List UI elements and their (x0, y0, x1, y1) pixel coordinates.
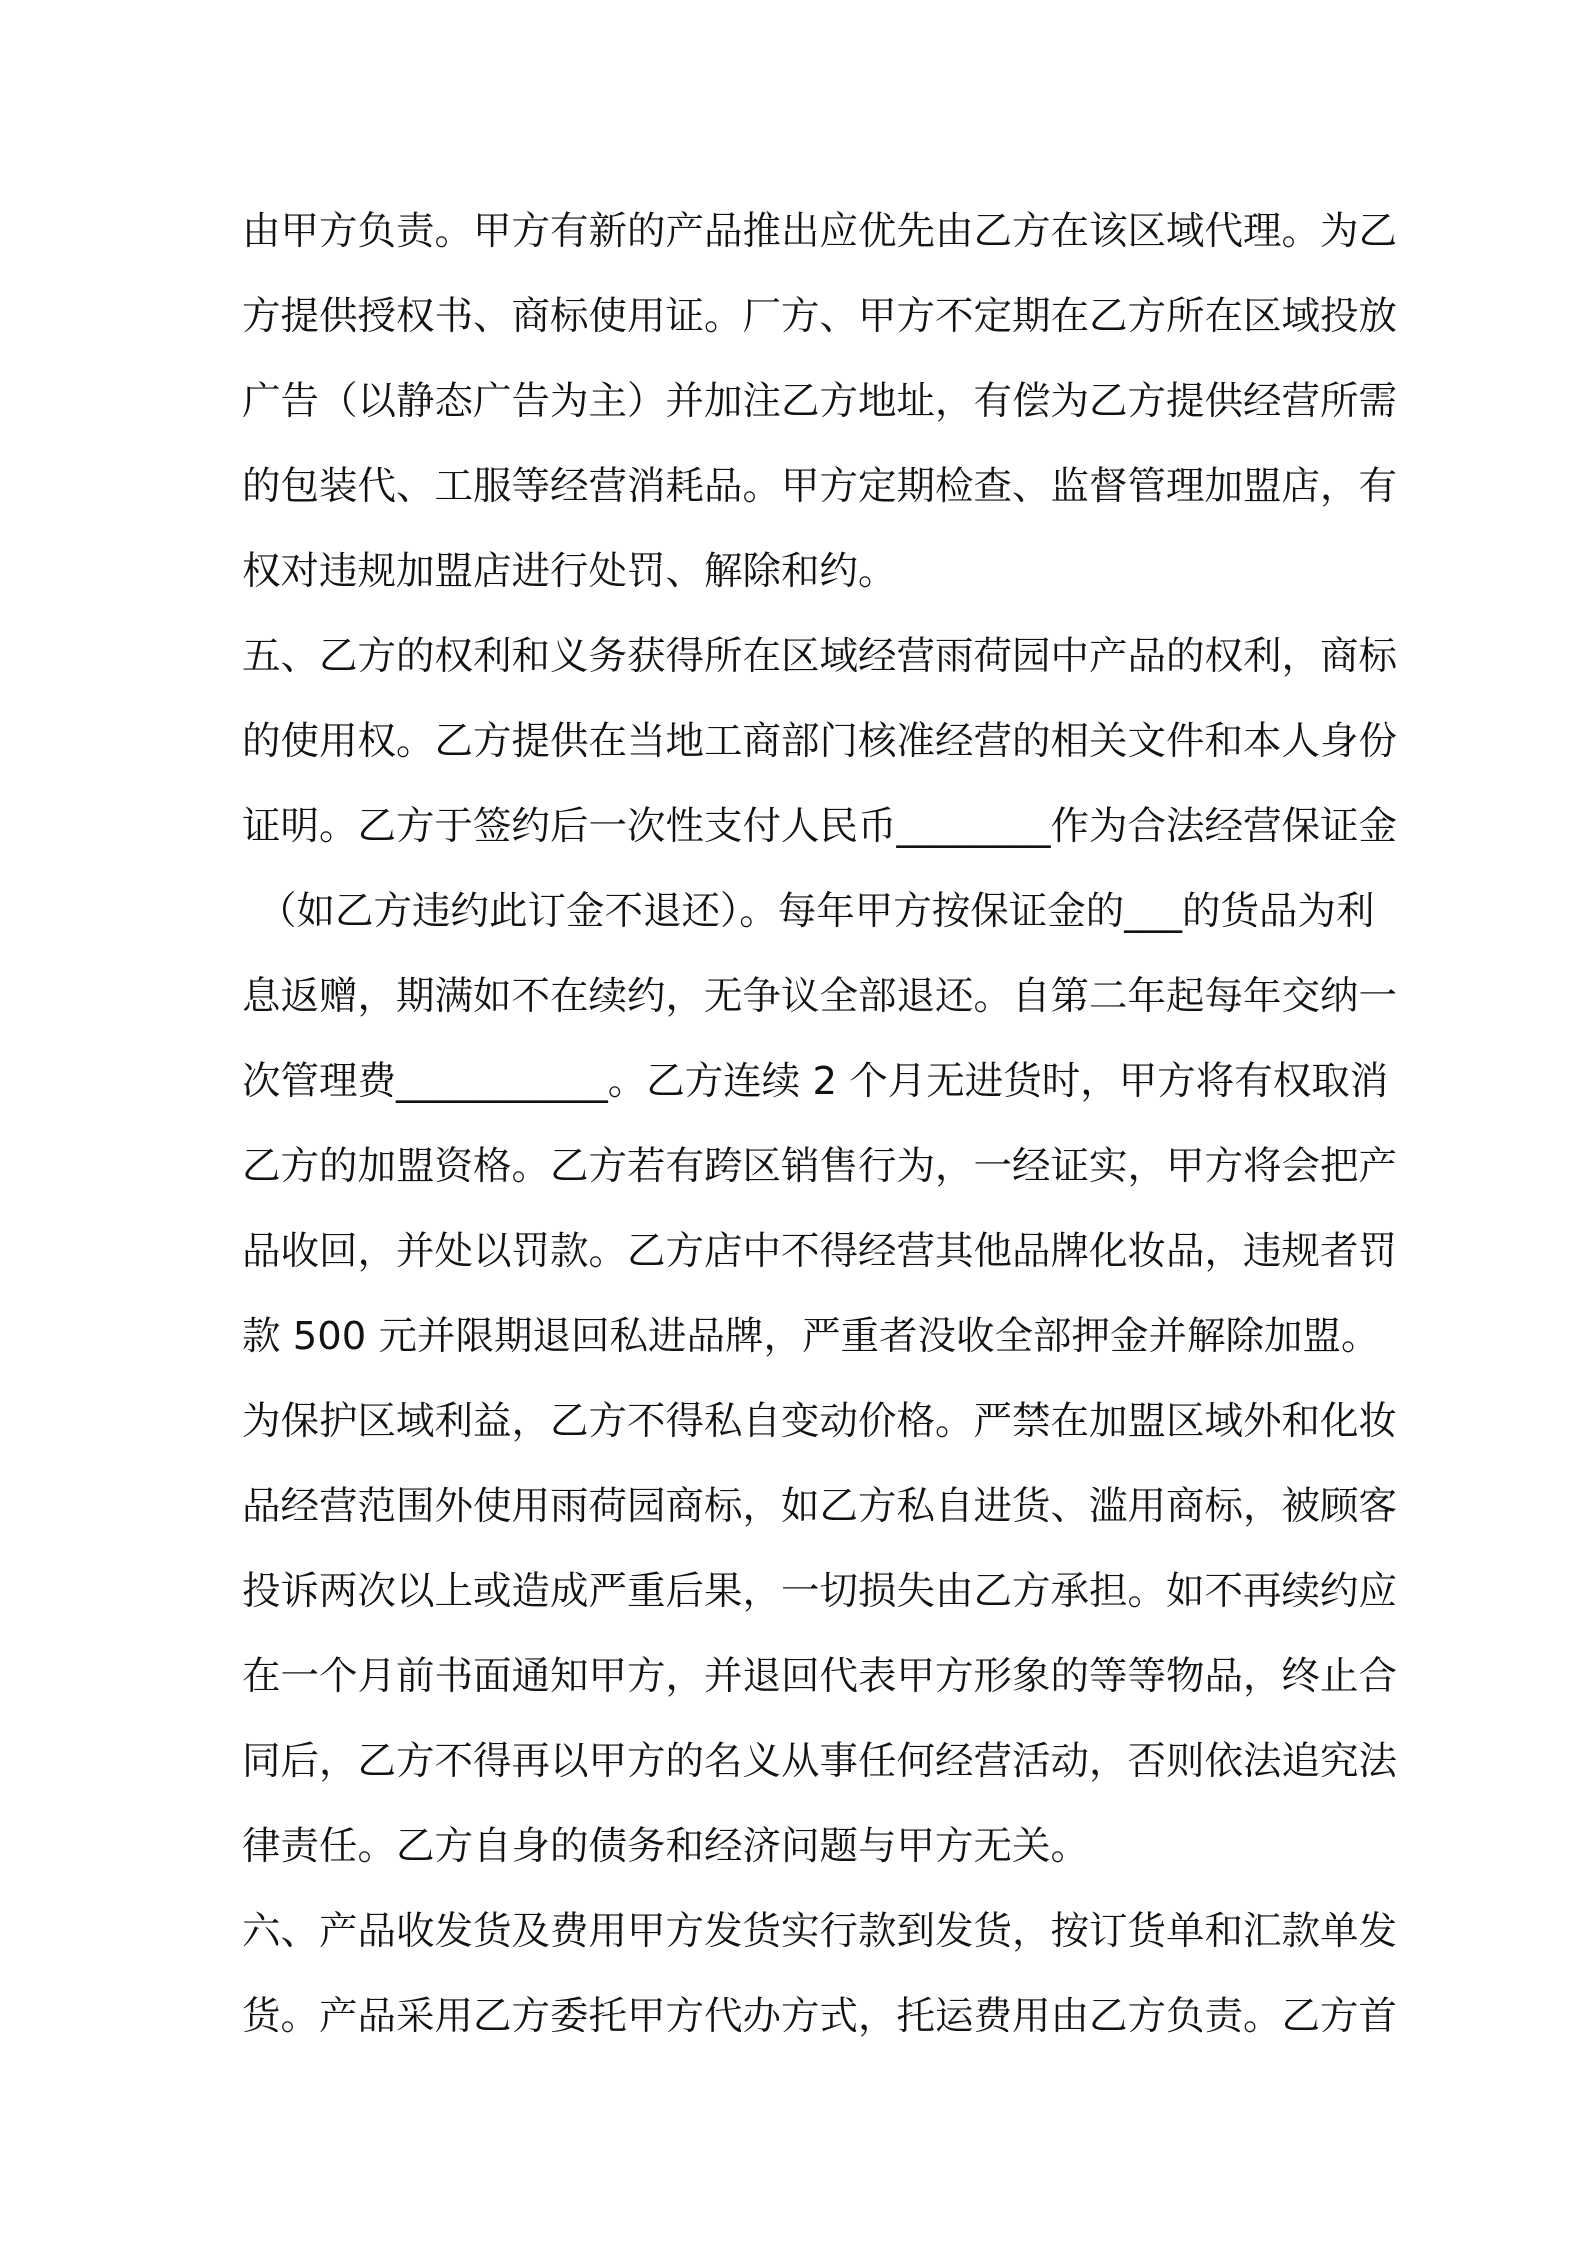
text-line: （如乙方违约此订金不退还）。每年甲方按保证金的___的货品为利 (258, 889, 1375, 934)
text-line: 款 500 元并限期退回私进品牌，严重者没收全部押金并解除加盟。 (242, 1314, 1380, 1359)
text-line: 律责任。乙方自身的债务和经济问题与甲方无关。 (242, 1824, 1090, 1869)
text-line: 的包装代、工服等经营消耗品。甲方定期检查、监督管理加盟店，有 (242, 464, 1398, 509)
text-line: 乙方的加盟资格。乙方若有跨区销售行为，一经证实，甲方将会把产 (242, 1144, 1398, 1189)
text-line: 的使用权。乙方提供在当地工商部门核准经营的相关文件和本人身份 (242, 719, 1398, 764)
section-heading-line: 六、产品收发货及费用甲方发货实行款到发货，按订货单和汇款单发 (242, 1909, 1398, 1954)
text-line: 权对违规加盟店进行处罚、解除和约。 (242, 549, 897, 594)
section-heading-line: 五、乙方的权利和义务获得所在区域经营雨荷园中产品的权利，商标 (242, 634, 1398, 679)
text-line: 为保护区域利益，乙方不得私自变动价格。严禁在加盟区域外和化妆 (242, 1399, 1398, 1444)
text-line: 在一个月前书面通知甲方，并退回代表甲方形象的等等物品，终止合 (242, 1654, 1398, 1699)
text-line: 息返赠，期满如不在续约，无争议全部退还。自第二年起每年交纳一 (242, 974, 1398, 1019)
text-line: 品经营范围外使用雨荷园商标，如乙方私自进货、滥用商标，被顾客 (242, 1484, 1398, 1529)
text-line: 方提供授权书、商标使用证。厂方、甲方不定期在乙方所在区域投放 (242, 294, 1398, 339)
text-line: 由甲方负责。甲方有新的产品推出应优先由乙方在该区域代理。为乙 (242, 209, 1398, 254)
text-line: 广告（以静态广告为主）并加注乙方地址，有偿为乙方提供经营所需 (242, 379, 1398, 424)
text-line: 证明。乙方于签约后一次性支付人民币________作为合法经营保证金 (242, 804, 1398, 849)
text-line: 同后，乙方不得再以甲方的名义从事任何经营活动，否则依法追究法 (242, 1739, 1398, 1784)
text-line: 投诉两次以上或造成严重后果，一切损失由乙方承担。如不再续约应 (242, 1569, 1398, 1614)
text-line: 次管理费___________。乙方连续 2 个月无进货时，甲方将有权取消 (242, 1059, 1389, 1104)
text-line: 货。产品采用乙方委托甲方代办方式，托运费用由乙方负责。乙方首 (242, 1994, 1398, 2039)
text-line: 品收回，并处以罚款。乙方店中不得经营其他品牌化妆品，违规者罚 (242, 1229, 1398, 1274)
